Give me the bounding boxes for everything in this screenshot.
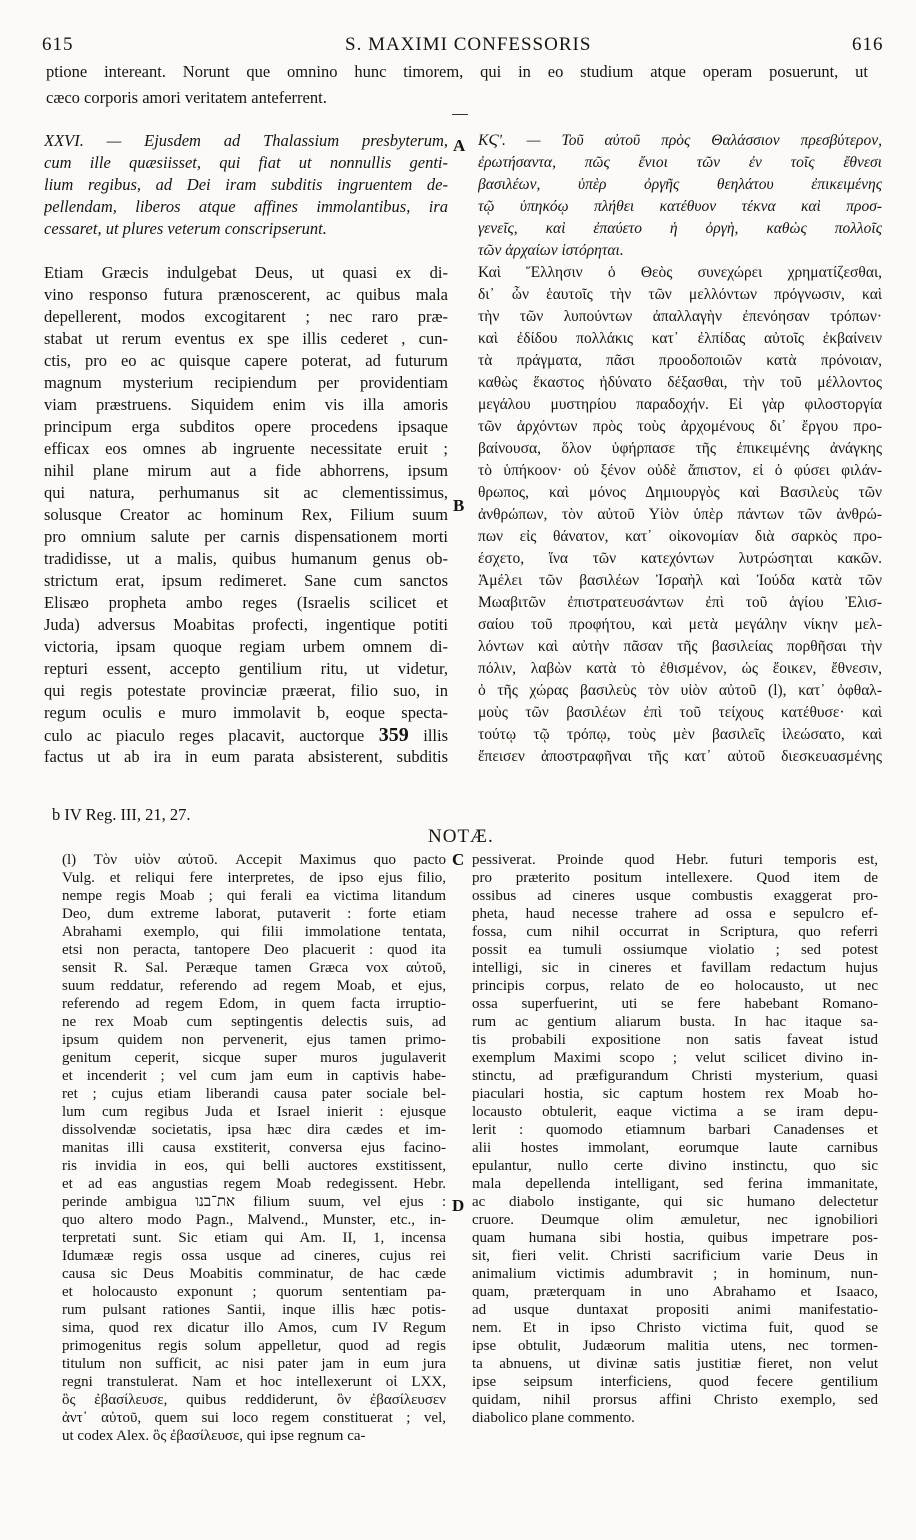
latin-line: tradidisse, ut a malis, quibus humanum genus ob- [44, 549, 448, 568]
latin-line: magnum mysterium recipiendum per providentiam [44, 373, 448, 392]
latin-line: principum erga subditos opere procedens ipsaque [44, 417, 448, 436]
note-line: exemplum Maximi scopo ; velut scilicet divino in- [472, 1050, 878, 1066]
latin-line: Etiam Græcis indulgebat Deus, ut quasi ex di- [44, 263, 448, 282]
note-line: Idumææ regis ossa usque ad cineres, cujus rei [62, 1248, 446, 1264]
running-title: S. MAXIMI CONFESSORIS [345, 34, 592, 55]
note-line: ossibus ad cineres usque combustis exaggerat pro- [472, 888, 878, 904]
greek-line: θρωπος, καὶ μόνος Δημιουργὸς καὶ Βασιλεὺς τῶν [478, 484, 882, 501]
note-line: nem. Et in ipso Christo victima fuit, quod se [472, 1320, 878, 1336]
latin-line: depellerent, modos excogitarent ; nec raro præ- [44, 307, 448, 326]
greek-line: ὁ τῆς χώρας βασιλεὺς τὸν υἱὸν αὐτοῦ (l), κατ᾽ ὀφθαλ- [478, 682, 882, 699]
greek-line: ἔπεισεν ἀποστραφῆναι τῆς κατ᾽ αὐτοῦ διεσκευασμένης [478, 748, 882, 765]
note-line: animalium victimis adumbravit ; in hominum, nun- [472, 1266, 878, 1282]
note-line: pheta, haud necesse trahere ad ossa e sepulcro ef- [472, 906, 878, 922]
note-line: ret ; cujus etiam liberandi causa pater sociale bel- [62, 1086, 446, 1102]
note-line: nempe regis Moab ; qui ferali ea victima litandum [62, 888, 446, 904]
note-line: et ad eas angustias regem Moab redegissent. Hebr. [62, 1176, 446, 1192]
note-line: genitum ceperit, sicque super muros jugulaverit [62, 1050, 446, 1066]
note-line: regni transtulerat. Nam et hoc intellexerunt οἱ LXX, [62, 1374, 446, 1390]
note-line: lum cum regibus Juda et Israel inierit : ejusque [62, 1104, 446, 1120]
greek-heading-line: τῶν ἀρχαίων ἱστόρηται. [478, 242, 624, 259]
note-line: sensit R. Sal. Peræque tamen Græca vox αὐτοῦ, [62, 960, 446, 976]
greek-line: ἀνθρώπων, τὸν αὐτοῦ Υἱὸν ὑπὲρ πάντων τῶν ἀνθρώ- [478, 506, 882, 523]
latin-line: factus ut ab ira in eum parata absisterent, subditis [44, 747, 448, 766]
latin-line: repturi essent, accepto gentilium ritu, ut videtur, [44, 659, 448, 678]
greek-line: μεγάλου μυστηρίου παραδοχήν. Εἰ γὰρ φιλοστοργία [478, 396, 882, 413]
latin-line: vino responso futura prænoscerent, ac quibus mala [44, 285, 448, 304]
note-line: quidam, nihil prorsus affini Christo exemplo, sed [472, 1392, 878, 1408]
column-page-number: 359 [378, 724, 409, 746]
margin-mark-b: B [453, 496, 465, 515]
greek-heading-line: τῷ ὑπηκόῳ πλήθει κατέθυον τέκνα καὶ προσ- [478, 198, 882, 215]
note-line: rum ac gentium aliarum busta. In hac itaque sa- [472, 1014, 878, 1030]
note-line: ipse seipsum interficiens, quod fecere gentilium [472, 1374, 878, 1390]
greek-line: Καὶ Ἕλλησιν ὁ Θεὸς συνεχώρει χρηματίζεσθαι, [478, 264, 882, 281]
footnote: b IV Reg. III, 21, 27. [52, 805, 191, 824]
greek-heading-line: ἐρωτήσαντα, πῶς ἔνιοι τῶν ἐν τοῖς ἔθνεσι [478, 154, 882, 171]
latin-line: qui regis potestate provinciæ præerat, filio suo, in [44, 681, 448, 700]
note-line: suum reddatur, referendo ad regem Moab, et ejus, [62, 978, 446, 994]
latin-heading-line: lium regibus, ad Dei iram subditis ingruentem de- [44, 175, 448, 194]
note-line: alii hostes immolant, eorumque laute carnibus [472, 1140, 878, 1156]
note-line: titulum non sufficit, ac nisi pater jam in eum jura [62, 1356, 446, 1372]
margin-mark-c: C [452, 850, 465, 869]
note-line: pro præterito positum intellexere. Quod item de [472, 870, 878, 886]
greek-heading-line: γενεῖς, καὶ ἐπαύετο ἡ ὀργὴ, καθὼς πολλοῖς [478, 220, 882, 237]
note-line: etsi non peracta, tantopere Deo placuerit : quod ita [62, 942, 446, 958]
greek-line: πόλιν, λαβὼν κατὰ τὸ ἐθισμένον, ὡς ἔοικεν, ἔθνεσιν, [478, 660, 882, 677]
note-line: diabolico plane commento. [472, 1410, 635, 1426]
note-line: principis corpus, relato de eo holocausto, ut nec [472, 978, 878, 994]
note-line: terpretati sunt. Sic etiam qui Am. II, 1, incensa [62, 1230, 446, 1246]
note-line: perinde ambigua את־בנו filium suum, vel ejus : [62, 1194, 446, 1210]
note-line: ἀντ᾽ αὐτοῦ, quem sui loco regem constituerat ; vel, [62, 1410, 446, 1426]
latin-line: stabat ut rerum eventus ex spe illis cederet , cun- [44, 329, 448, 348]
note-line: (l) Τὸν υἱὸν αὐτοῦ. Accepit Maximus quo pacto [62, 852, 446, 868]
greek-line: λόντων καὶ αὐτὴν πᾶσαν τῆς βασιλείας πορθῆσαι τὴν [478, 638, 882, 655]
note-line: ipse obtulit, Judæorum malitia utens, nec tormen- [472, 1338, 878, 1354]
greek-line: τούτῳ τῷ τρόπῳ, τοὺς μὲν βασιλεῖς ἱλεώσατο, καὶ [478, 726, 882, 743]
note-line: cruore. Deumque olim æmuletur, nec ignobiliori [472, 1212, 878, 1228]
greek-line: Ἀμέλει τῶν βασιλέων Ἰσραὴλ καὶ Ἰούδα κατὰ τῶν [478, 572, 882, 589]
notes-title: NOTÆ. [428, 826, 494, 847]
latin-heading-line: pellendam, liberos atque affines immolantibus, ira [44, 197, 448, 216]
latin-line: Elisæo propheta ambo reges (Israelis scilicet et [44, 593, 448, 612]
note-line: epulantur, nullo certe divino instinctu, quo sic [472, 1158, 878, 1174]
greek-line: βαίνουσα, ὅλον ὑφήρπασε τῆς ἐπικειμένης ἀνάγκης [478, 440, 882, 457]
intro-line: ptione intereant. Norunt que omnino hunc timorem, qui in eo studium atque operam posuerunt, ut [46, 62, 868, 81]
note-line: lerit : quomodo etiamnum barbari Canadenses et [472, 1122, 878, 1138]
note-line: possit ea tumuli ossiumque violatio ; sed potest [472, 942, 878, 958]
note-line: primogenitus regis solum appelletur, quod ad regis [62, 1338, 446, 1354]
note-line: quo altero modo Pagn., Malvend., Munster, etc., in- [62, 1212, 446, 1228]
note-line: pessiverat. Proinde quod Hebr. futuri temporis est, [472, 852, 878, 868]
latin-heading-line: cum ille quæsiisset, qui fiat ut nonnullis genti- [44, 153, 448, 172]
note-line: ta abnuens, ut divinæ satis justitiæ fieret, non velut [472, 1356, 878, 1372]
column-rule [452, 114, 468, 115]
greek-line: πων εἰς θάνατον, κατ᾽ οἰκονομίαν διὰ σαρκὸς προ- [478, 528, 882, 545]
greek-line: τὸ ὑπήκοον· οὐ ξένον οὐδὲ ἄπιστον, εἰ ὁ φύσει φιλάν- [478, 462, 882, 479]
note-line: ut codex Alex. ὃς ἐβασίλευσε, qui ipse regnum ca- [62, 1428, 366, 1444]
latin-line: viam præstruens. Siquidem enim vis illa amoris [44, 395, 448, 414]
note-line: referendo ad regem Edom, in quem facta irruptio- [62, 996, 446, 1012]
note-line: ὃς ἐβασίλευσε, quibus reddiderunt, ὃν ἐβασίλευσεν [62, 1392, 446, 1408]
note-line: quam humana sibi hostia, quibus impetrare pos- [472, 1230, 878, 1246]
greek-line: μοὺς τῶν βασιλέων ἐπὶ τοῦ τείχους κατέθυσε· καὶ [478, 704, 882, 721]
greek-line: τὴν τῶν λυπούντων ἀπαλλαγὴν ἐπενόησαν τρόπων· [478, 308, 882, 325]
margin-mark-a: A [453, 136, 466, 155]
note-line: stinctu, ad præfigurandum Christi mysterium, quasi [472, 1068, 878, 1084]
latin-line: solusque Creator ac hominum Rex, Filium suum [44, 505, 448, 524]
latin-line: culo ac piaculo reges placavit, auctorque 359 illis [44, 724, 448, 746]
note-line: causa sic Deus Moabitis comminatur, de hac cæde [62, 1266, 446, 1282]
greek-line: σαίου τοῦ προφήτου, καὶ μετὰ μεγάλην νίκην μελ- [478, 616, 882, 633]
note-line: ac diabolo instigante, qui sic humano delectetur [472, 1194, 878, 1210]
greek-line: τῶν ἀρχόντων πρὸς τοὺς ἀρχομένους δι᾽ ἔργου προ- [478, 418, 882, 435]
greek-line: καὶ ἐδίδου πολλάκις κατ᾽ ἐλπίδας αὐτοῖς ἐκβαίνειν [478, 330, 882, 347]
latin-line: ctis, pro eo ac quisque capere poterat, ad futurum [44, 351, 448, 370]
page-number-left: 615 [42, 34, 74, 55]
latin-heading-line: cessaret, ut plures veterum conscripserunt. [44, 219, 327, 238]
note-line: sima, quod rex dicatur illo Amos, cum IV Regum [62, 1320, 446, 1336]
note-line: quam, præterquam in uno Abrahamo et Isaaco, [472, 1284, 878, 1300]
note-line: Deo, dum extreme laborat, putaverit : forte etiam [62, 906, 446, 922]
greek-line: Μωαβιτῶν ἐπιστρατευσάντων ἐπὶ τοῦ ἁγίου Ἐλισ- [478, 594, 882, 611]
greek-line: καθὼς ἕκαστος ἠδύνατο δέξασθαι, τὴν τοῦ μέλλοντος [478, 374, 882, 391]
note-line: Abrahami exemplo, qui filii immolatione tentata, [62, 924, 446, 940]
latin-line: qui natura, perhumanus sit ac clementissimus, [44, 483, 448, 502]
note-line: fossa, cum nihil occurrat in Scriptura, quo referri [472, 924, 878, 940]
note-line: tis probabili expositione non satis faveat istud [472, 1032, 878, 1048]
latin-line: strictum erat, ipsum redimeret. Sane cum sanctos [44, 571, 448, 590]
latin-line: nihil plane mirum aut a fide abhorrens, ipsum [44, 461, 448, 480]
note-line: locausto obtulerit, eaque victima a se iram depu- [472, 1104, 878, 1120]
note-line: ad usque duntaxat propositi animi manifestatio- [472, 1302, 878, 1318]
greek-line: δι᾽ ὧν ἑαυτοῖς τὴν τῶν μελλόντων πρόγνωσιν, καὶ [478, 286, 882, 303]
latin-line: victoria, ipsam quoque regiam urbem omnem di- [44, 637, 448, 656]
note-line: sit, fieri velit. Christi sacrificium varie Deus in [472, 1248, 878, 1264]
latin-line: efficax eos omnes ab ingruente necessitate eruit ; [44, 439, 448, 458]
note-line: intelligi, sic in cineres et favillam redactum hujus [472, 960, 878, 976]
greek-line: έσχετο, ἵνα τῶν κατεχόντων λυτρώσηται κακῶν. [478, 550, 882, 567]
note-line: piaculari hostia, sic captum hostem rex Moab ho- [472, 1086, 878, 1102]
note-line: ipsum quidem non pervenerit, ejus tamen primo- [62, 1032, 446, 1048]
note-line: et holocausto exponunt ; quorum sententiam pa- [62, 1284, 446, 1300]
margin-mark-d: D [452, 1196, 465, 1215]
note-line: et incenderit ; vel cum jam eum in captivis habe- [62, 1068, 446, 1084]
latin-line: regum oculis e muro immolavit b, eoque specta- [44, 703, 448, 722]
greek-line: τὰ πράγματα, πᾶσι προοδοποιῶν κατὰ πρόνοιαν, [478, 352, 882, 369]
note-line: dissolvendæ societatis, ipsa hæc dira cædes et im- [62, 1122, 446, 1138]
latin-heading-line: XXVI. — Ejusdem ad Thalassium presbyterum, [44, 131, 448, 150]
greek-heading-line: ΚϚʹ. — Τοῦ αὐτοῦ πρὸς Θαλάσσιον πρεσβύτερον, [478, 132, 882, 149]
note-line: ris invidia in eos, qui belli auctores exstitissent, [62, 1158, 446, 1174]
note-line: ossa superfuerint, uti se fere habebant Romano- [472, 996, 878, 1012]
note-line: ne rex Moab cum septingentis delectis suis, ad [62, 1014, 446, 1030]
note-line: Vulg. et reliqui fere interpretes, de ipso ejus filio, [62, 870, 446, 886]
page-number-right: 616 [852, 34, 884, 55]
intro-line: cæco corporis amori veritatem anteferrent. [46, 88, 327, 107]
note-line: manitas illi causa exstiterit, conversa ejus facino- [62, 1140, 446, 1156]
latin-line: Juda) adversus Moabitas profecti, ingentique potiti [44, 615, 448, 634]
latin-line: pro omnium salute per carnis dispensationem morti [44, 527, 448, 546]
note-line: mala depellenda intelligant, sed ferina immanitate, [472, 1176, 878, 1192]
greek-heading-line: βασιλέων, ὑπὲρ ὀργῆς θεηλάτου ἐπικειμένης [478, 176, 882, 193]
note-line: rum pulsant rationes Santii, inque illis hæc potis- [62, 1302, 446, 1318]
